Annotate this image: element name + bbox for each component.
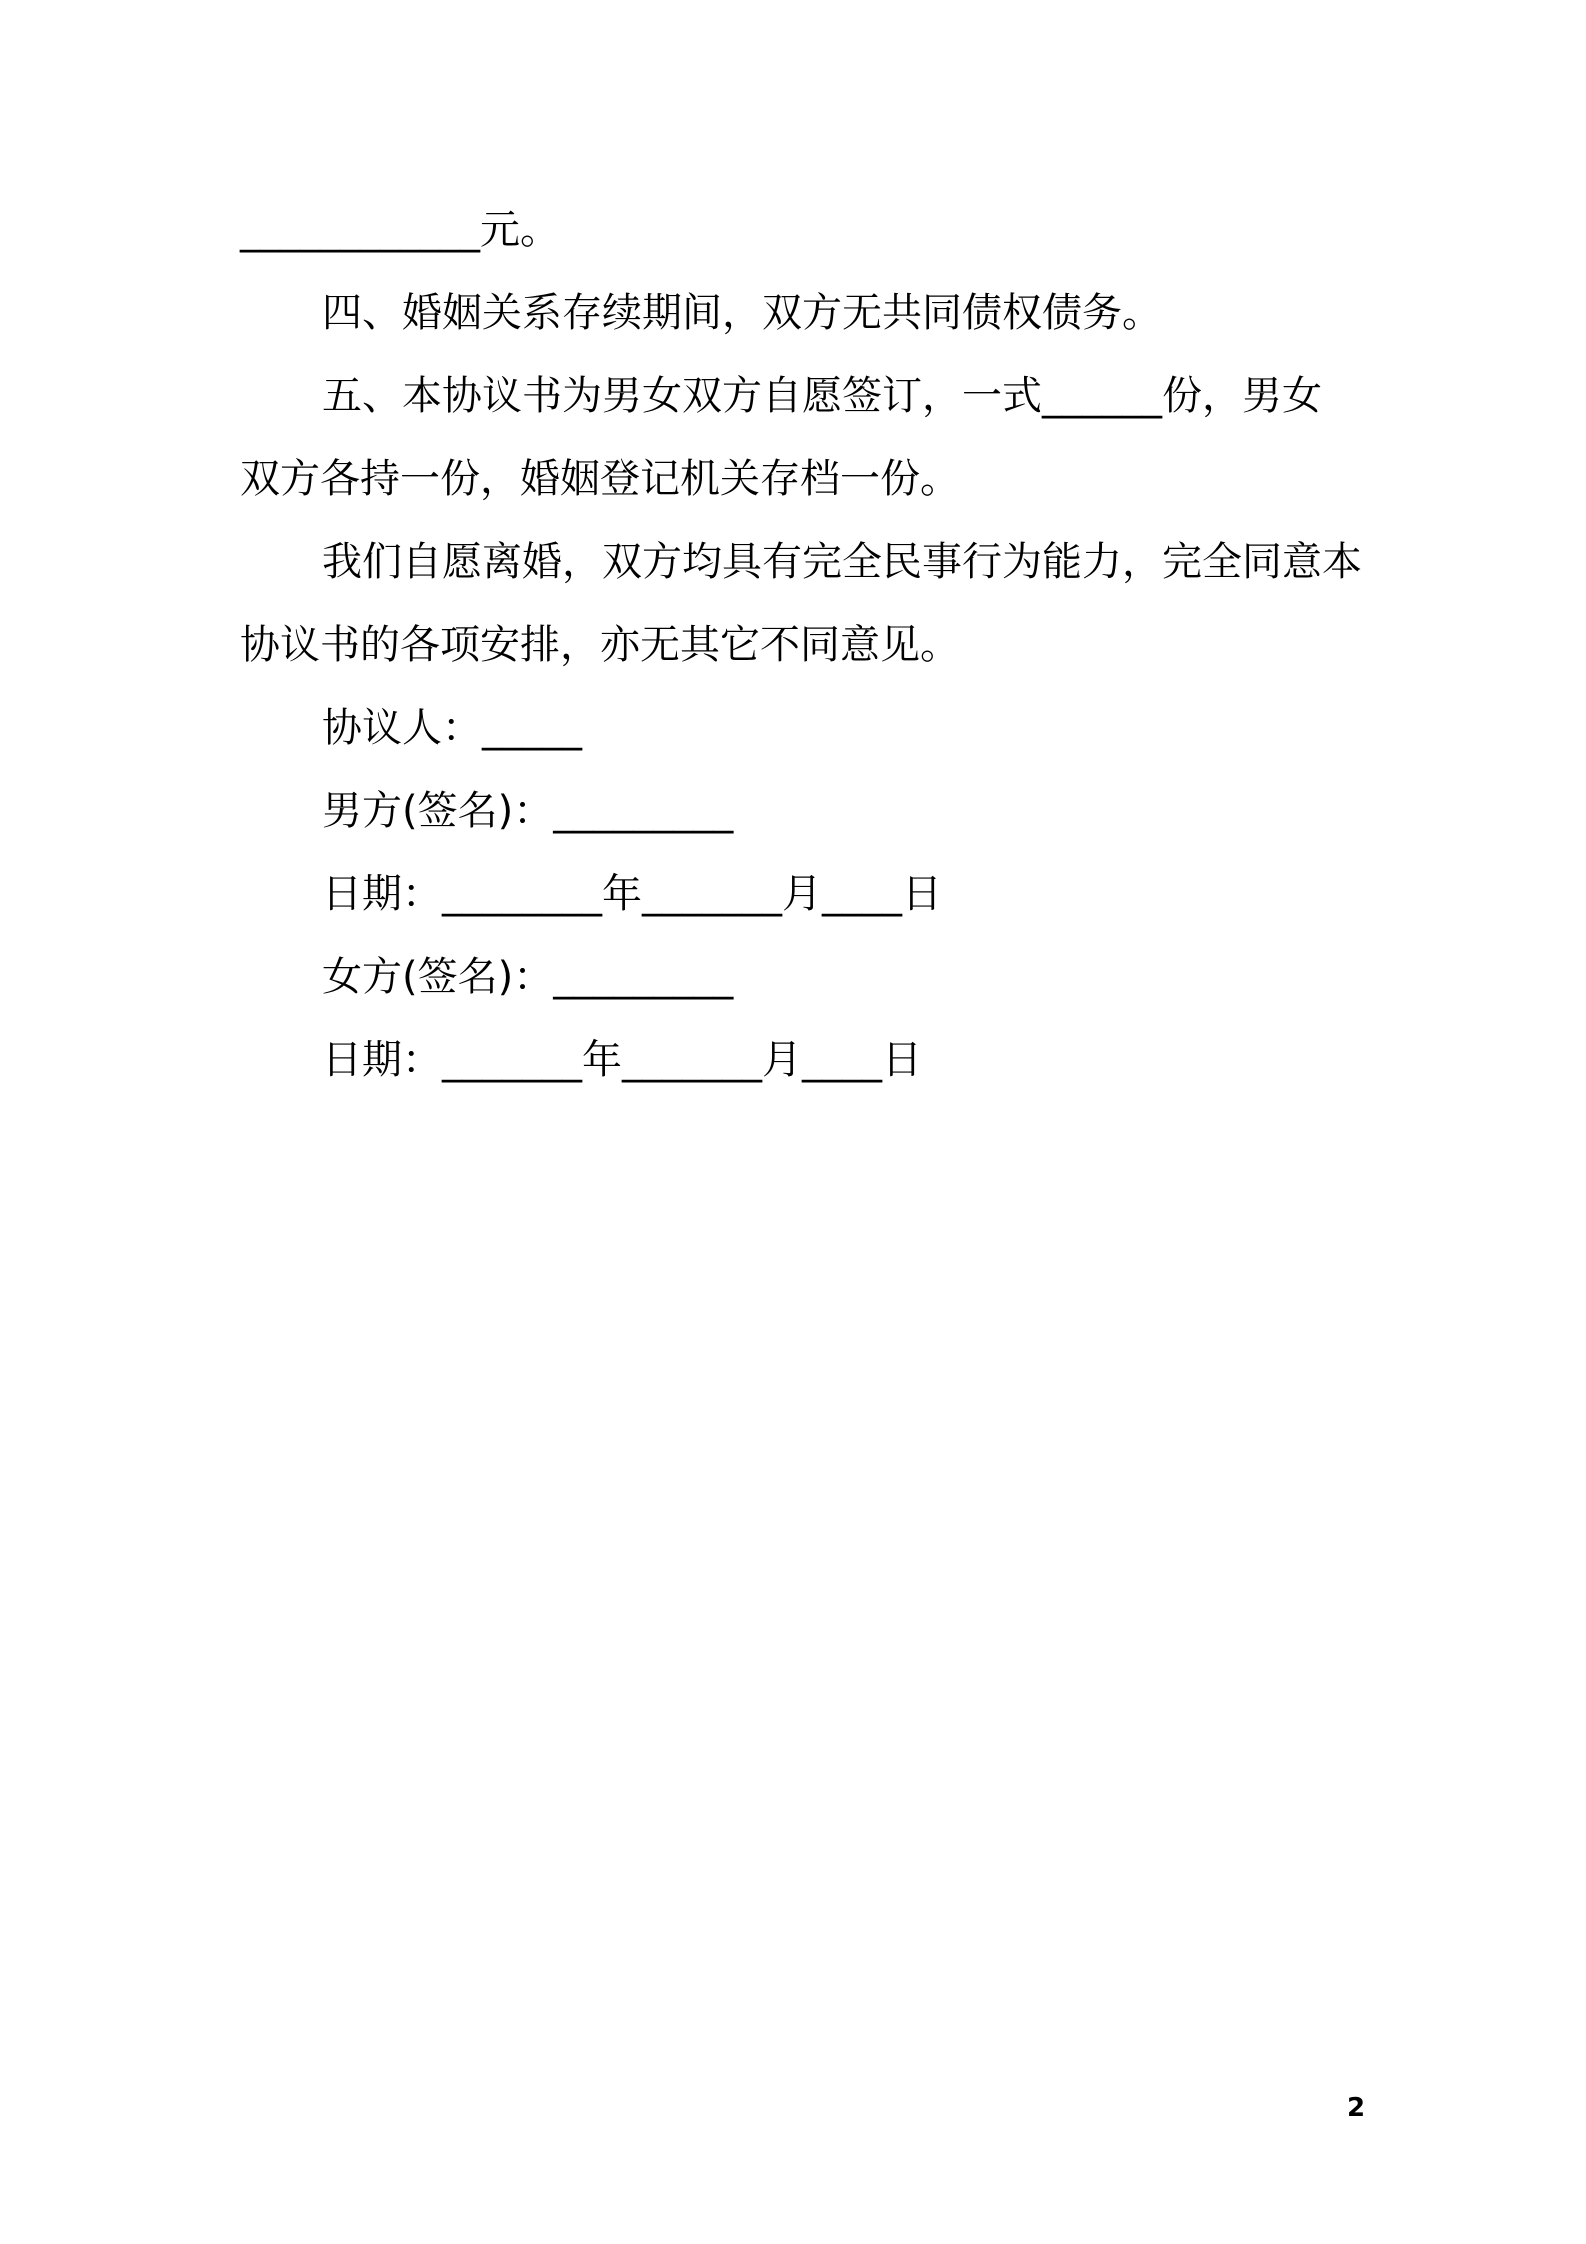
statement-line-2: 协议书的各项安排，亦无其它不同意见。 — [240, 622, 960, 668]
clause-five-line-1: 五、本协议书为男女双方自愿签订，一式______份，男女 — [322, 373, 1322, 419]
male-date-line: 日期：________年_______月____日 — [322, 871, 942, 917]
page-number: 2 — [1346, 2093, 1366, 2123]
signatory-line: 协议人：_____ — [322, 705, 582, 751]
amount-line: ____________元。 — [240, 207, 560, 253]
female-date-line: 日期：_______年_______月____日 — [322, 1037, 922, 1083]
statement-line-1: 我们自愿离婚，双方均具有完全民事行为能力，完全同意本 — [322, 539, 1362, 585]
male-signature-line: 男方(签名)：_________ — [322, 788, 734, 834]
clause-four: 四、婚姻关系存续期间，双方无共同债权债务。 — [322, 290, 1162, 336]
female-signature-line: 女方(签名)：_________ — [322, 954, 734, 1000]
clause-five-line-2: 双方各持一份，婚姻登记机关存档一份。 — [240, 456, 960, 502]
